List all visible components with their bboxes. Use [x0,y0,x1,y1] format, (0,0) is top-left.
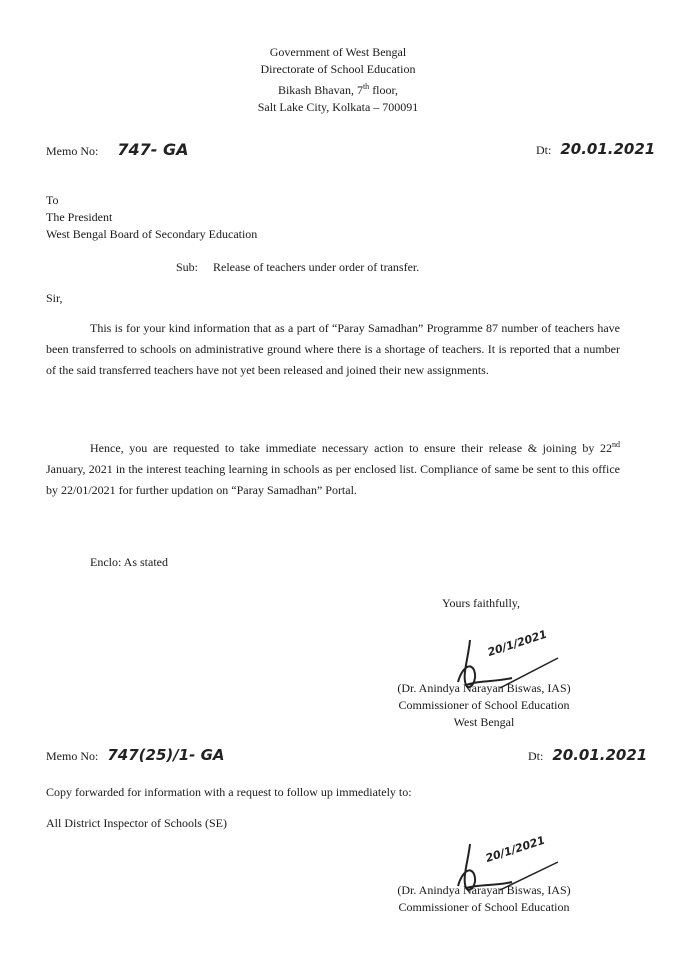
header-line-address [218,78,458,99]
memo-1-number: 747- GA [117,140,189,159]
memo-2-date-row [528,746,647,764]
letterhead [218,44,458,116]
body-paragraph-1-text: This is for your kind information that as a part of “Paray Samadhan” Programme 87 number of teachers have been transferred to schools on administrative ground where there is a shortage of teachers. It is reported that a number of the said transferred teachers have not yet been released and joined their new assignments. [46,321,620,377]
body-paragraph-1 [46,318,620,381]
header-line-government: Government of West Bengal [269,45,407,59]
memo-2-row [46,746,225,764]
signature-1-text [364,680,604,731]
copy-recipient: All District Inspector of Schools (SE) [46,816,227,830]
memo-1-date: 20.01.2021 [560,140,656,158]
signature-1-name: (Dr. Anindya Narayan Biswas, IAS) [397,681,571,695]
memo-2-number: 747(25)/1- GA [107,746,225,764]
subject-line [176,260,419,275]
address-line-board: West Bengal Board of Secondary Education [46,227,258,241]
header-address-sup: th [362,82,370,91]
signature-2-date: 20/1/2021 [483,833,547,865]
subject-label: Sub: [176,260,199,274]
subject-text: Release of teachers under order of transfer. [213,260,420,274]
recipient-address [46,192,257,243]
body-paragraph-2-text-a: Hence, you are requested to take immediate necessary action to ensure their release & joining by 22 [90,441,612,455]
signature-1-date: 20/1/2021 [485,627,549,659]
memo-1-date-row [536,140,655,158]
signature-1-title: Commissioner of School Education [398,698,570,712]
body-paragraph-2-text-b: January, 2021 in the interest teaching learning in schools as per enclosed list. Compliance of same be sent to this office by 22/01/2021 for further updation on “Paray Samadhan” Portal. [46,462,620,497]
signature-1-place: West Bengal [453,715,515,729]
memo-2-date: 20.01.2021 [552,746,648,764]
address-to: To [46,193,59,207]
body-paragraph-2-sup: nd [612,440,620,449]
signature-2-text [364,882,604,916]
memo-1-row [46,140,188,159]
memo-1-date-label: Dt: [536,143,552,157]
header-address-floor: floor, [369,83,399,97]
header-address-text: Bikash Bhavan, 7 [277,83,363,97]
signature-2-title: Commissioner of School Education [398,900,570,914]
copy-forwarded-text: Copy forwarded for information with a request to follow up immediately to: [46,785,412,799]
signature-2-name: (Dr. Anindya Narayan Biswas, IAS) [397,883,571,897]
address-line-president: The President [46,210,113,224]
memo-2-date-label: Dt: [528,749,544,763]
salutation: Sir, [46,291,63,305]
header-line-directorate: Directorate of School Education [260,62,416,76]
memo-2-label: Memo No: [46,749,99,763]
header-line-city: Salt Lake City, Kolkata – 700091 [257,100,419,114]
closing-yours-faithfully: Yours faithfully, [442,596,521,610]
body-paragraph-2 [46,434,620,501]
memo-1-label: Memo No: [46,144,99,158]
enclosure-note: Enclo: As stated [90,555,168,569]
